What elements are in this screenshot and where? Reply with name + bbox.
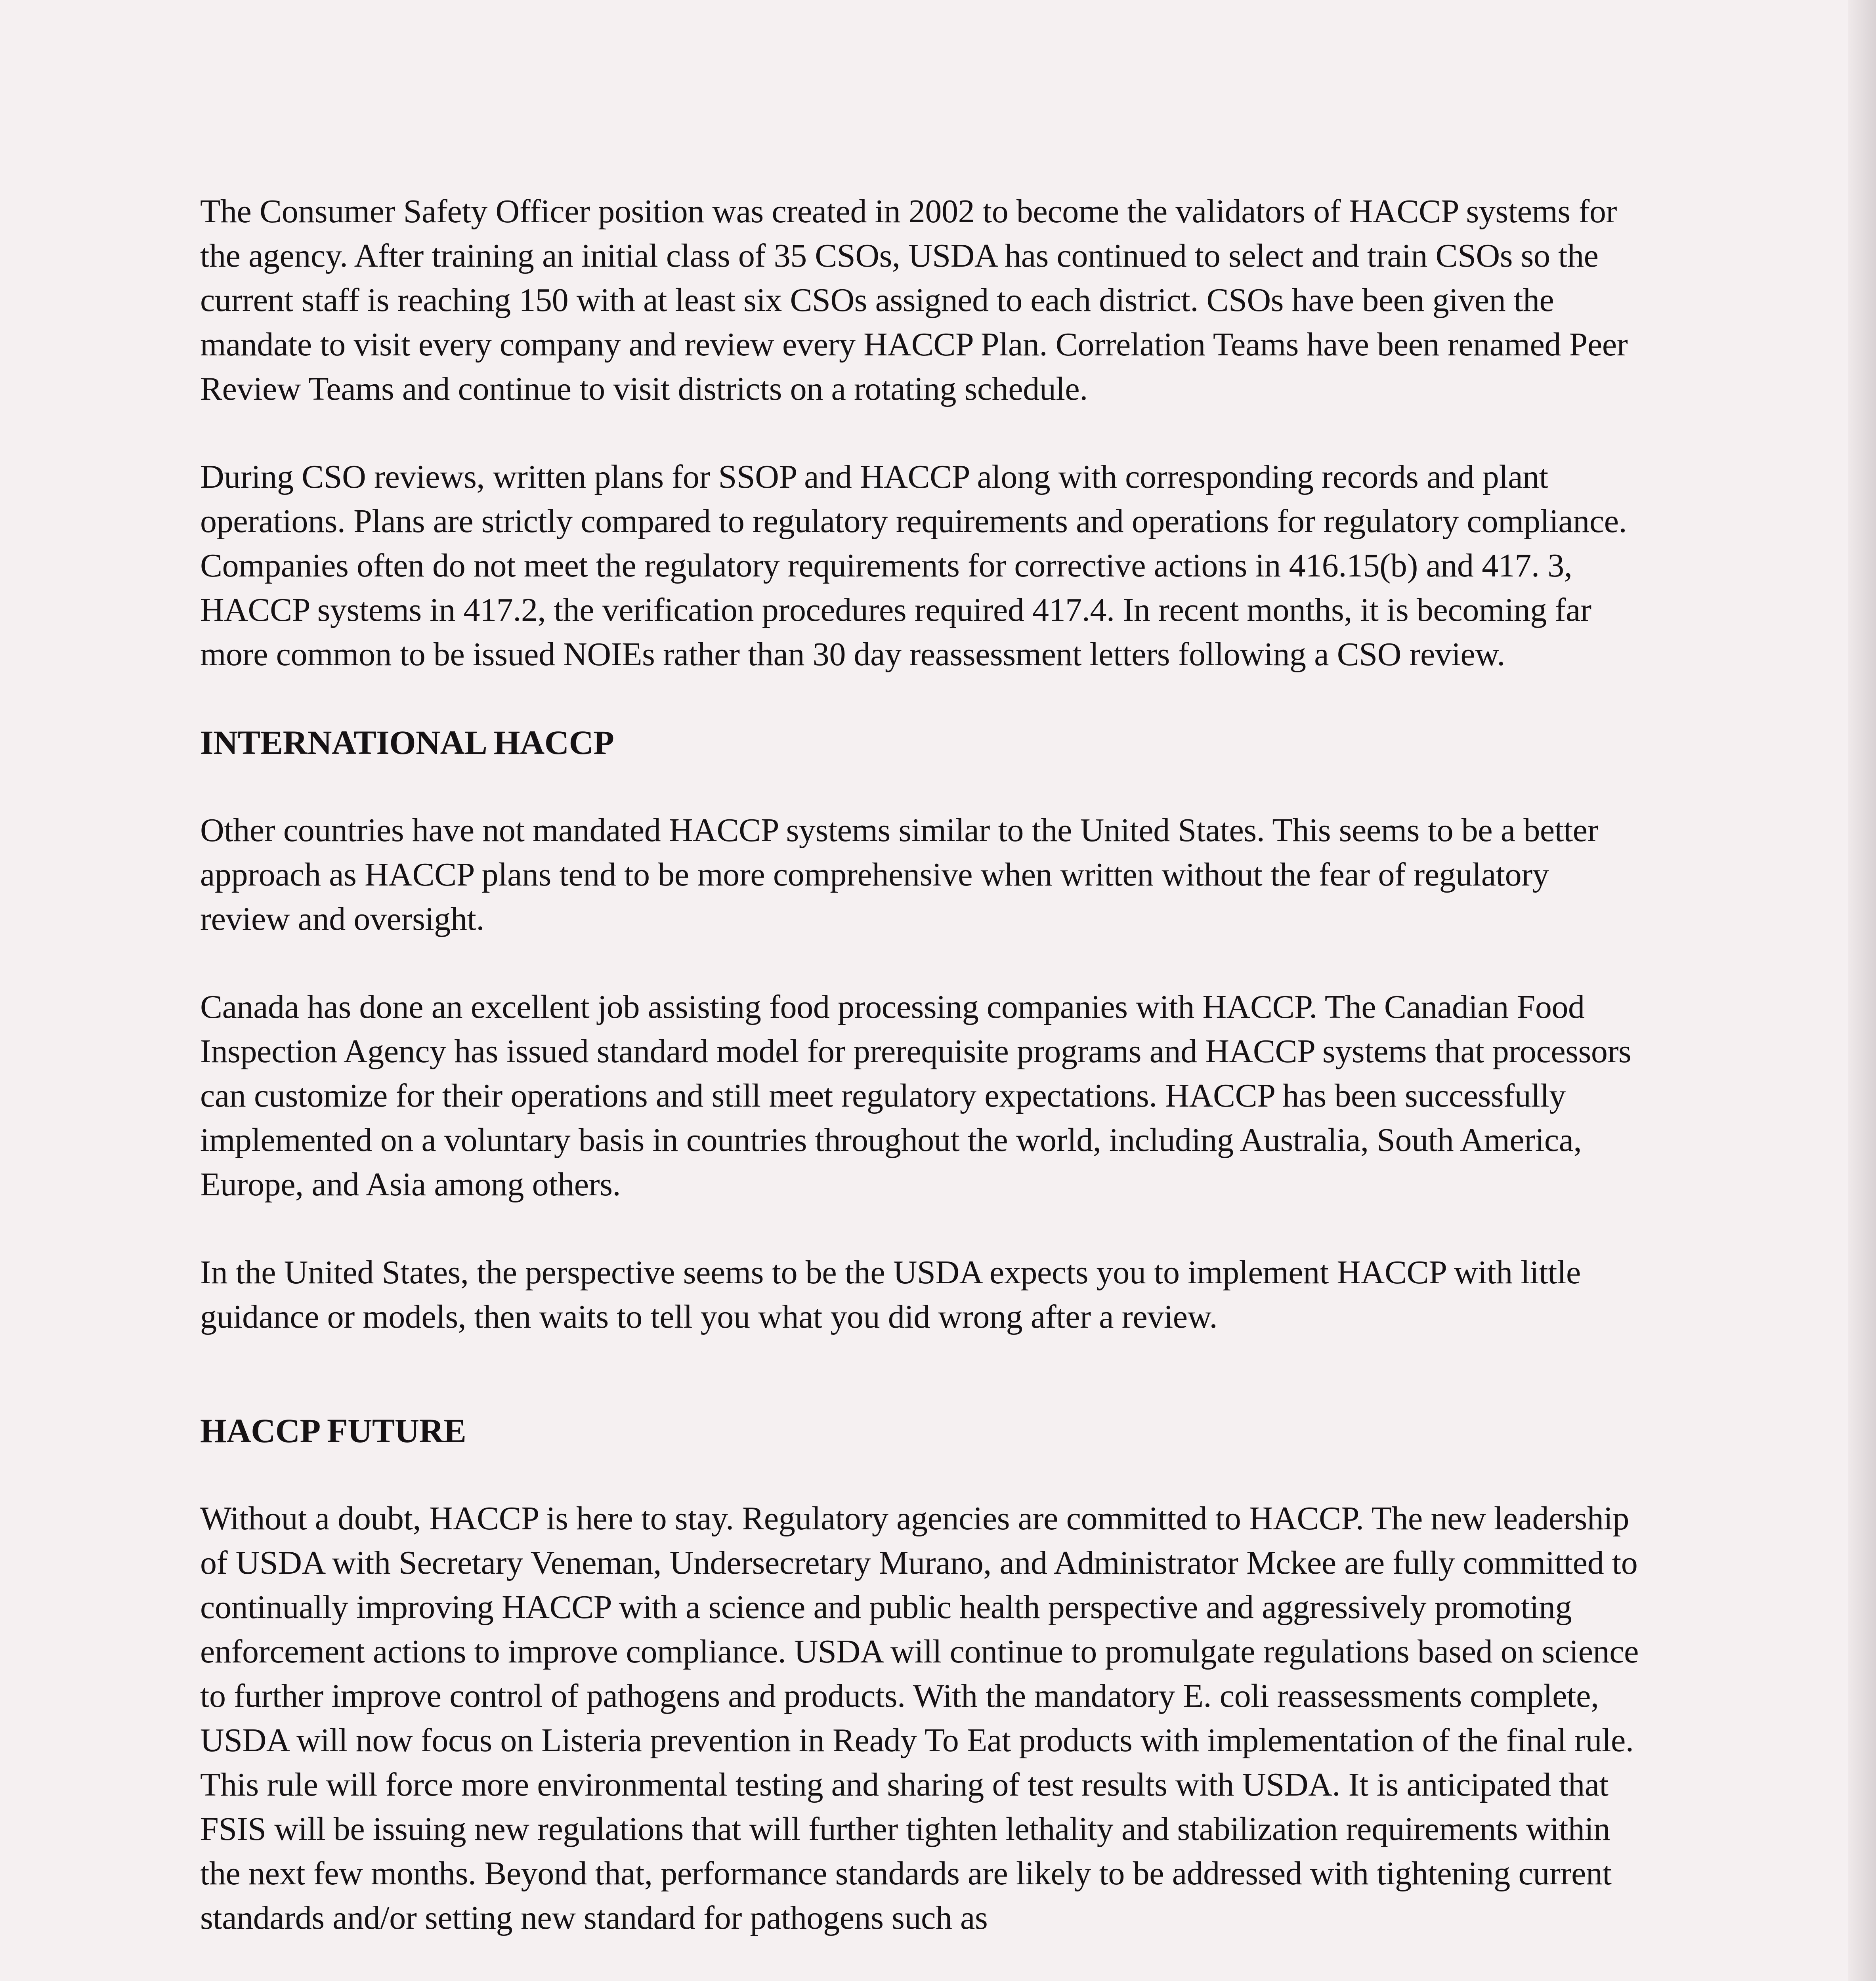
page-edge-shadow [1848, 0, 1876, 1981]
paragraph-other-countries: Other countries have not mandated HACCP systems similar to the United States. This seems to be a better approach as HACCP plans tend to be more comprehensive when written without the fear of regulatory review and oversight. [200, 812, 1599, 937]
page-body [200, 189, 1643, 1981]
heading-international-haccp: INTERNATIONAL HACCP [200, 723, 614, 761]
heading-haccp-future: HACCP FUTURE [200, 1412, 466, 1450]
paragraph-cso-reviews: During CSO reviews, written plans for SSOP and HACCP along with corresponding records and plant operations. Plans are strictly compared to regulatory requirements and operations for regulatory compliance. Companies often do not meet the regulatory requirements for corrective actions in 416.15(b) and 417. 3, HACCP systems in 417.2, the verification procedures required 417.4. In recent months, it is becoming far more common to be issued NOIEs rather than 30 day reassessment letters following a CSO review. [200, 458, 1627, 673]
paragraph-haccp-future: Without a doubt, HACCP is here to stay. Regulatory agencies are committed to HACCP. The new leadership of USDA with Secretary Veneman, Undersecretary Murano, and Administrator Mckee are fully committed to continually improving HACCP with a science and public health perspective and aggressively promoting enforcement actions to improve compliance. USDA will continue to promulgate regulations based on science to further improve control of pathogens and products. With the mandatory E. coli reassessments complete, USDA will now focus on Listeria prevention in Ready To Eat products with implementation of the final rule. This rule will force more environmental testing and sharing of test results with USDA. It is anticipated that FSIS will be issuing new regulations that will further tighten lethality and stabilization requirements within the next few months. Beyond that, performance standards are likely to be addressed with tightening current standards and/or setting new standard for pathogens such as [200, 1500, 1639, 1936]
paragraph-united-states: In the United States, the perspective seems to be the USDA expects you to implement HACCP with little guidance or models, then waits to tell you what you did wrong after a review. [200, 1254, 1581, 1335]
paragraph-cso-position: The Consumer Safety Officer position was created in 2002 to become the validators of HACCP systems for the agency. After training an initial class of 35 CSOs, USDA has continued to select and train CSOs so the current staff is reaching 150 with at least six CSOs assigned to each district. CSOs have been given the mandate to visit every company and review every HACCP Plan. Correlation Teams have been renamed Peer Review Teams and continue to visit districts on a rotating schedule. [200, 193, 1628, 407]
paragraph-canada: Canada has done an excellent job assisting food processing companies with HACCP. The Canadian Food Inspection Agency has issued standard model for prerequisite programs and HACCP systems that processors can customize for their operations and still meet regulatory expectations. HACCP has been successfully implemented on a voluntary basis in countries throughout the world, including Australia, South America, Europe, and Asia among others. [200, 989, 1631, 1203]
